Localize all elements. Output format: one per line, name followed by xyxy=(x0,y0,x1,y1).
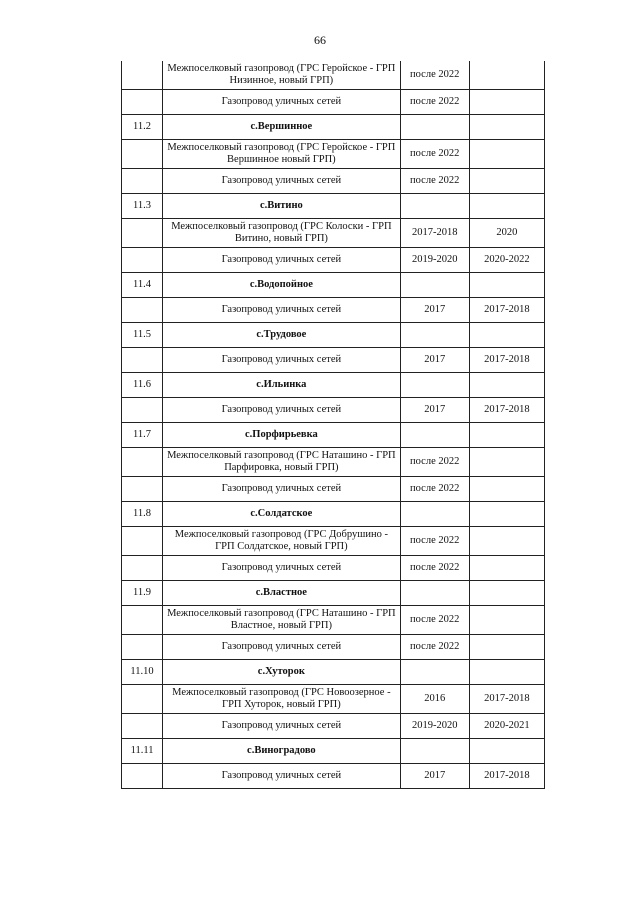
start-year-cell: 2019-2020 xyxy=(400,714,469,739)
gas-pipeline-table xyxy=(121,61,545,789)
row-number-cell xyxy=(122,219,163,248)
row-number-cell: 11.10 xyxy=(122,660,163,685)
row-number-cell: 11.6 xyxy=(122,373,163,398)
start-year-cell xyxy=(400,115,469,140)
section-row xyxy=(122,660,545,685)
start-year-cell: 2017 xyxy=(400,298,469,323)
section-row xyxy=(122,739,545,764)
pipeline-name-cell: Газопровод уличных сетей xyxy=(163,169,401,194)
end-year-cell: 2017-2018 xyxy=(469,298,544,323)
pipeline-name-cell: Газопровод уличных сетей xyxy=(163,764,401,789)
settlement-name-cell: с.Витино xyxy=(163,194,401,219)
start-year-cell xyxy=(400,323,469,348)
row-number-cell xyxy=(122,714,163,739)
row-number-cell: 11.11 xyxy=(122,739,163,764)
start-year-cell: после 2022 xyxy=(400,477,469,502)
pipeline-name-cell: Газопровод уличных сетей xyxy=(163,90,401,115)
end-year-cell: 2020-2021 xyxy=(469,714,544,739)
row-number-cell xyxy=(122,140,163,169)
end-year-cell xyxy=(469,273,544,298)
pipeline-name-cell: Межпоселковый газопровод (ГРС Новоозерное - ГРП Хуторок, новый ГРП) xyxy=(163,685,401,714)
settlement-name-cell: с.Хуторок xyxy=(163,660,401,685)
start-year-cell: 2017 xyxy=(400,348,469,373)
start-year-cell xyxy=(400,194,469,219)
end-year-cell: 2020 xyxy=(469,219,544,248)
end-year-cell xyxy=(469,635,544,660)
table-row xyxy=(122,248,545,273)
end-year-cell: 2020-2022 xyxy=(469,248,544,273)
row-number-cell xyxy=(122,764,163,789)
start-year-cell: 2016 xyxy=(400,685,469,714)
table-row xyxy=(122,90,545,115)
row-number-cell xyxy=(122,556,163,581)
settlement-name-cell: с.Водопойное xyxy=(163,273,401,298)
end-year-cell: 2017-2018 xyxy=(469,398,544,423)
pipeline-name-cell: Межпоселковый газопровод (ГРС Наташино - ГРП Властное, новый ГРП) xyxy=(163,606,401,635)
pipeline-name-cell: Газопровод уличных сетей xyxy=(163,477,401,502)
end-year-cell: 2017-2018 xyxy=(469,348,544,373)
start-year-cell: после 2022 xyxy=(400,140,469,169)
settlement-name-cell: с.Властное xyxy=(163,581,401,606)
settlement-name-cell: с.Трудовое xyxy=(163,323,401,348)
start-year-cell xyxy=(400,660,469,685)
table-row xyxy=(122,298,545,323)
end-year-cell xyxy=(469,115,544,140)
row-number-cell xyxy=(122,635,163,660)
start-year-cell xyxy=(400,502,469,527)
settlement-name-cell: с.Ильинка xyxy=(163,373,401,398)
row-number-cell xyxy=(122,685,163,714)
end-year-cell xyxy=(469,373,544,398)
settlement-name-cell: с.Вершинное xyxy=(163,115,401,140)
start-year-cell: 2017 xyxy=(400,398,469,423)
section-row xyxy=(122,373,545,398)
end-year-cell xyxy=(469,169,544,194)
table-row xyxy=(122,448,545,477)
start-year-cell xyxy=(400,739,469,764)
start-year-cell: после 2022 xyxy=(400,556,469,581)
table-row xyxy=(122,219,545,248)
start-year-cell xyxy=(400,273,469,298)
page-number: 66 xyxy=(314,33,326,47)
start-year-cell: 2017-2018 xyxy=(400,219,469,248)
row-number-cell: 11.5 xyxy=(122,323,163,348)
table-row xyxy=(122,635,545,660)
start-year-cell: 2017 xyxy=(400,764,469,789)
end-year-cell xyxy=(469,556,544,581)
start-year-cell: после 2022 xyxy=(400,527,469,556)
table-row xyxy=(122,685,545,714)
table-row xyxy=(122,556,545,581)
end-year-cell xyxy=(469,606,544,635)
pipeline-name-cell: Межпоселковый газопровод (ГРС Геройское - ГРП Низинное, новый ГРП) xyxy=(163,61,401,90)
section-row xyxy=(122,323,545,348)
pipeline-name-cell: Газопровод уличных сетей xyxy=(163,556,401,581)
settlement-name-cell: с.Порфирьевка xyxy=(163,423,401,448)
table-row xyxy=(122,527,545,556)
end-year-cell xyxy=(469,477,544,502)
row-number-cell xyxy=(122,90,163,115)
section-row xyxy=(122,194,545,219)
pipeline-name-cell: Газопровод уличных сетей xyxy=(163,398,401,423)
section-row xyxy=(122,423,545,448)
pipeline-name-cell: Газопровод уличных сетей xyxy=(163,635,401,660)
row-number-cell xyxy=(122,248,163,273)
end-year-cell xyxy=(469,423,544,448)
end-year-cell xyxy=(469,660,544,685)
row-number-cell xyxy=(122,527,163,556)
row-number-cell xyxy=(122,477,163,502)
end-year-cell xyxy=(469,61,544,90)
row-number-cell xyxy=(122,298,163,323)
start-year-cell: после 2022 xyxy=(400,90,469,115)
pipeline-name-cell: Межпоселковый газопровод (ГРС Колоски - ГРП Витино, новый ГРП) xyxy=(163,219,401,248)
settlement-name-cell: с.Солдатское xyxy=(163,502,401,527)
row-number-cell: 11.2 xyxy=(122,115,163,140)
start-year-cell: после 2022 xyxy=(400,61,469,90)
start-year-cell xyxy=(400,423,469,448)
section-row xyxy=(122,115,545,140)
pipeline-name-cell: Газопровод уличных сетей xyxy=(163,248,401,273)
section-row xyxy=(122,581,545,606)
end-year-cell xyxy=(469,140,544,169)
end-year-cell: 2017-2018 xyxy=(469,764,544,789)
table-row xyxy=(122,714,545,739)
pipeline-name-cell: Межпоселковый газопровод (ГРС Наташино - ГРП Парфировка, новый ГРП) xyxy=(163,448,401,477)
start-year-cell: 2019-2020 xyxy=(400,248,469,273)
end-year-cell xyxy=(469,323,544,348)
section-row xyxy=(122,502,545,527)
table-row xyxy=(122,606,545,635)
start-year-cell xyxy=(400,373,469,398)
table-row xyxy=(122,348,545,373)
end-year-cell xyxy=(469,739,544,764)
start-year-cell: после 2022 xyxy=(400,606,469,635)
row-number-cell: 11.7 xyxy=(122,423,163,448)
row-number-cell: 11.8 xyxy=(122,502,163,527)
row-number-cell xyxy=(122,61,163,90)
row-number-cell: 11.9 xyxy=(122,581,163,606)
table-body xyxy=(122,61,545,789)
row-number-cell xyxy=(122,448,163,477)
row-number-cell xyxy=(122,398,163,423)
table-row xyxy=(122,61,545,90)
pipeline-name-cell: Газопровод уличных сетей xyxy=(163,298,401,323)
start-year-cell: после 2022 xyxy=(400,448,469,477)
end-year-cell xyxy=(469,194,544,219)
end-year-cell: 2017-2018 xyxy=(469,685,544,714)
table-row xyxy=(122,140,545,169)
row-number-cell xyxy=(122,169,163,194)
start-year-cell: после 2022 xyxy=(400,635,469,660)
row-number-cell xyxy=(122,606,163,635)
row-number-cell: 11.3 xyxy=(122,194,163,219)
end-year-cell xyxy=(469,448,544,477)
end-year-cell xyxy=(469,527,544,556)
pipeline-name-cell: Газопровод уличных сетей xyxy=(163,714,401,739)
end-year-cell xyxy=(469,90,544,115)
start-year-cell xyxy=(400,581,469,606)
pipeline-name-cell: Газопровод уличных сетей xyxy=(163,348,401,373)
row-number-cell: 11.4 xyxy=(122,273,163,298)
pipeline-name-cell: Межпоселковый газопровод (ГРС Геройское - ГРП Вершинное новый ГРП) xyxy=(163,140,401,169)
end-year-cell xyxy=(469,502,544,527)
section-row xyxy=(122,273,545,298)
table-row xyxy=(122,477,545,502)
table-row xyxy=(122,398,545,423)
start-year-cell: после 2022 xyxy=(400,169,469,194)
settlement-name-cell: с.Виноградово xyxy=(163,739,401,764)
row-number-cell xyxy=(122,348,163,373)
end-year-cell xyxy=(469,581,544,606)
table-row xyxy=(122,169,545,194)
table-row xyxy=(122,764,545,789)
pipeline-name-cell: Межпоселковый газопровод (ГРС Добрушино - ГРП Солдатское, новый ГРП) xyxy=(163,527,401,556)
